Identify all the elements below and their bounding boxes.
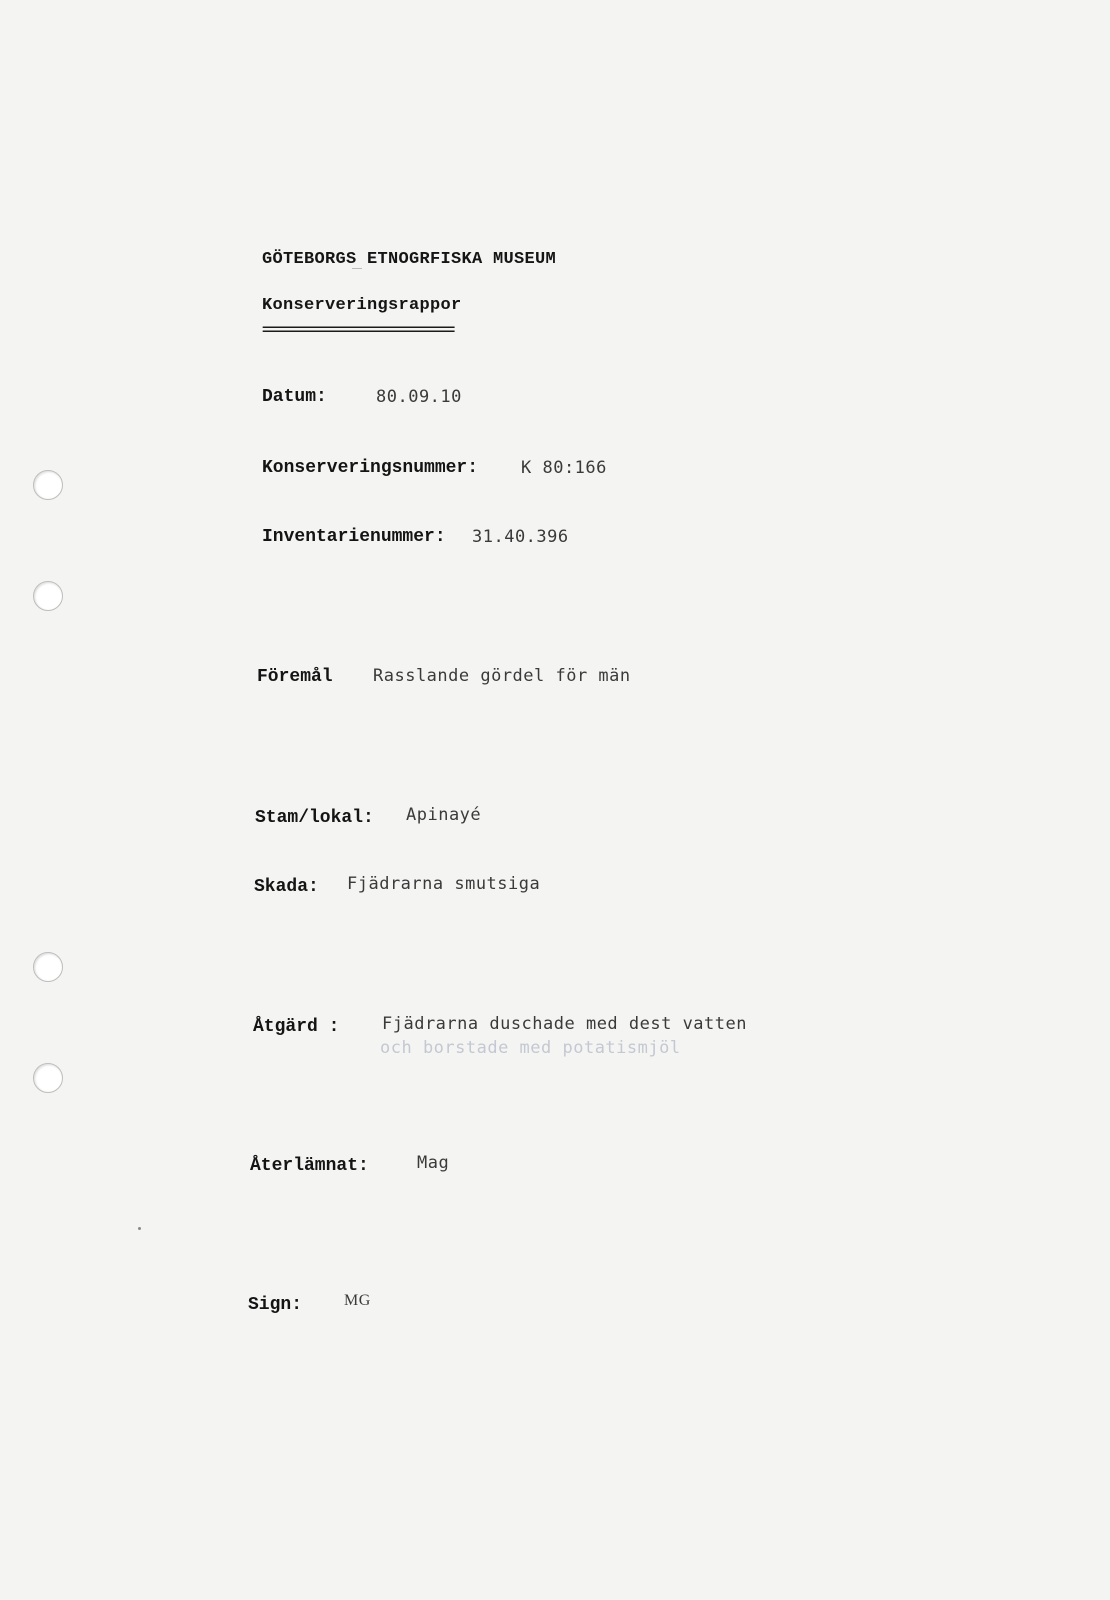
inventarienummer-value: 31.40.396 bbox=[472, 527, 569, 547]
datum-value: 80.09.10 bbox=[376, 387, 462, 407]
aterlamnat-value: Mag bbox=[417, 1153, 450, 1173]
stam-lokal-value: Apinayé bbox=[406, 805, 482, 825]
konserveringsnummer-value: K 80:166 bbox=[521, 458, 607, 478]
title-underline: ============================= bbox=[262, 323, 454, 339]
sign-value: MG bbox=[344, 1292, 371, 1309]
punch-hole-3 bbox=[33, 952, 63, 982]
atgard-label: Åtgärd : bbox=[253, 1017, 340, 1037]
atgard-value-line1: Fjädrarna duschade med dest vatten bbox=[382, 1014, 747, 1034]
skada-label: Skada: bbox=[254, 877, 319, 897]
paper-speck bbox=[138, 1227, 141, 1230]
foremal-value: Rasslande gördel för män bbox=[373, 666, 631, 686]
sign-label: Sign: bbox=[248, 1295, 303, 1315]
aterlamnat-label: Återlämnat: bbox=[250, 1156, 369, 1176]
datum-label: Datum: bbox=[262, 387, 327, 407]
institution-name: GÖTEBORGS ETNOGRFISKA MUSEUM bbox=[262, 250, 557, 269]
punch-hole-1 bbox=[33, 470, 63, 500]
stam-lokal-label: Stam/lokal: bbox=[255, 808, 374, 828]
skada-value: Fjädrarna smutsiga bbox=[347, 874, 541, 894]
foremal-label: Föremål bbox=[257, 667, 333, 687]
punch-hole-4 bbox=[33, 1063, 63, 1093]
punch-hole-2 bbox=[33, 581, 63, 611]
atgard-value-line2: och borstade med potatismjöl bbox=[380, 1038, 681, 1058]
konserveringsnummer-label: Konserveringsnummer: bbox=[262, 458, 479, 478]
report-title: Konserveringsrappor bbox=[262, 296, 462, 315]
inventarienummer-label: Inventarienummer: bbox=[262, 527, 446, 547]
